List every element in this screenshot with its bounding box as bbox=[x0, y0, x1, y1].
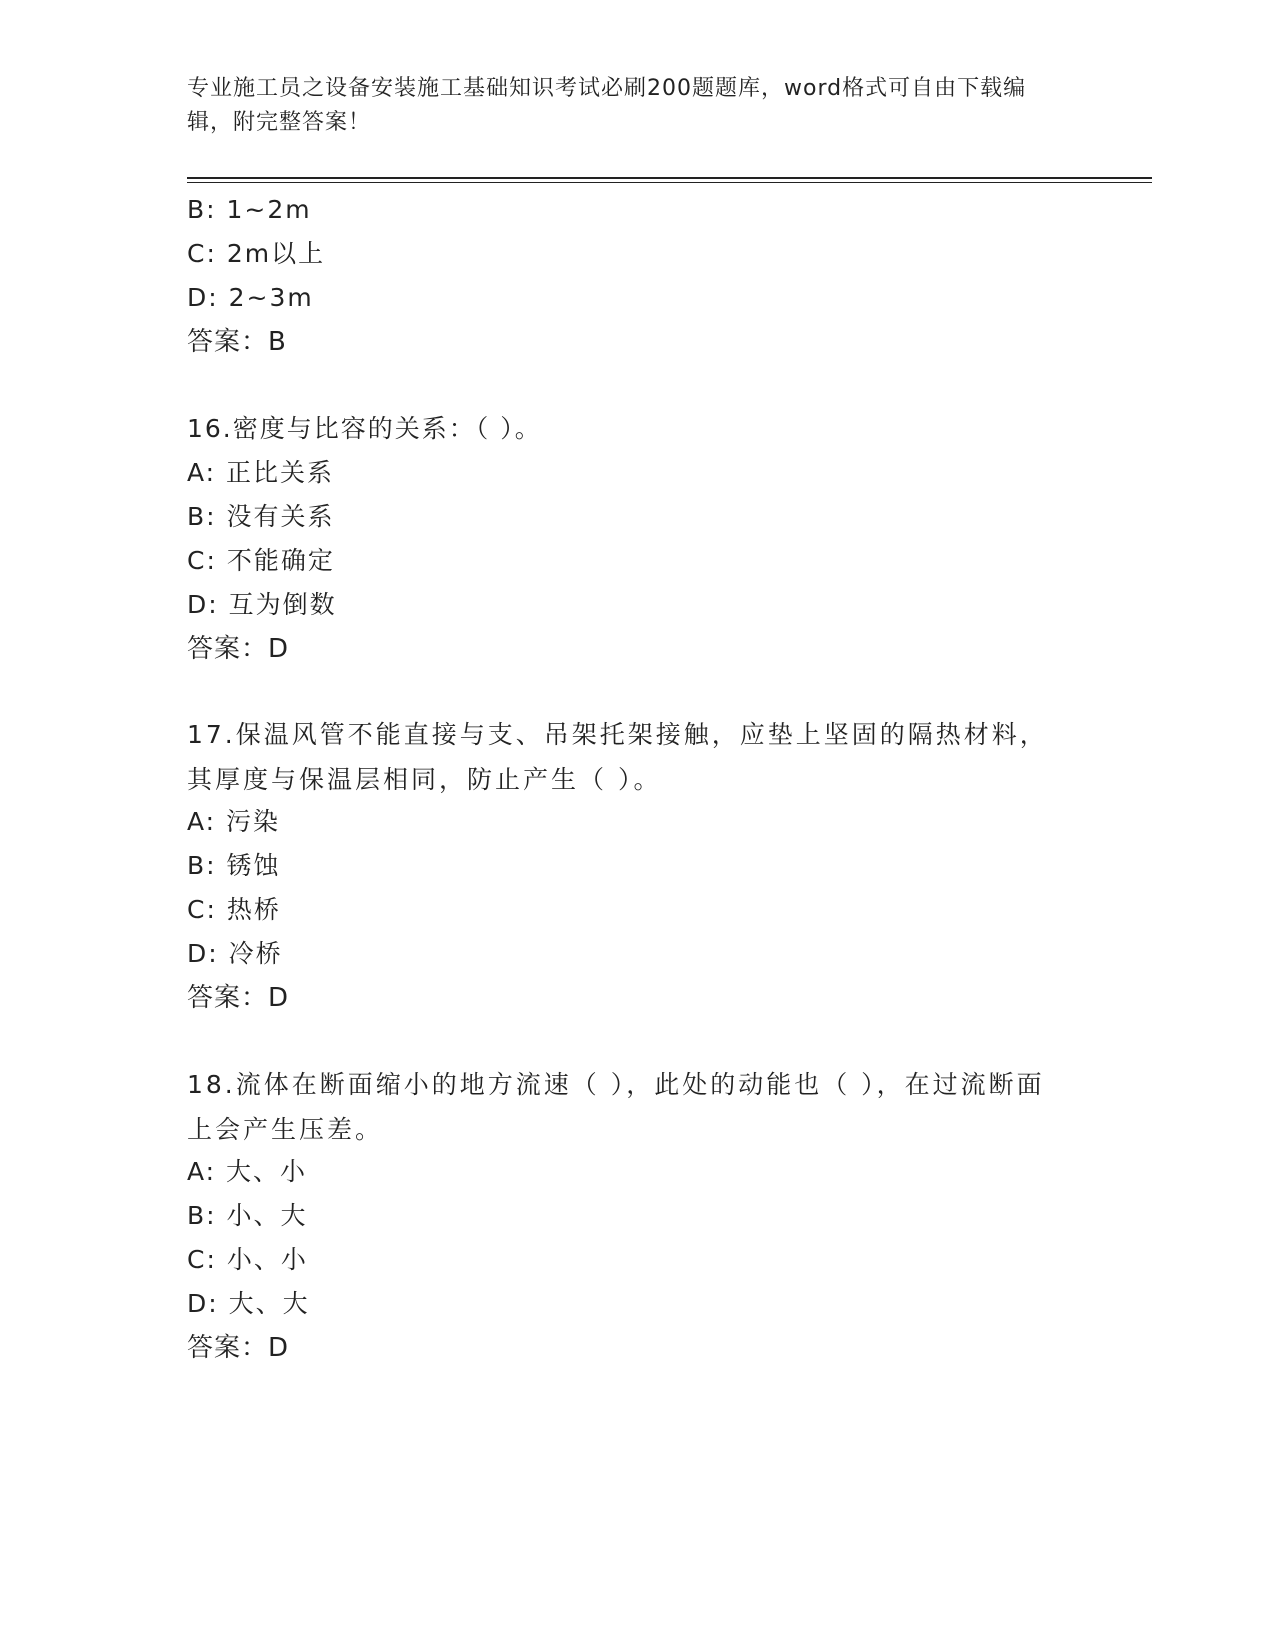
option-b: B: 没有关系 bbox=[187, 502, 335, 531]
header-divider-thin bbox=[187, 182, 1152, 183]
header-divider bbox=[187, 177, 1152, 179]
option-d: D: 大、大 bbox=[187, 1289, 310, 1318]
option-b: B: 锈蚀 bbox=[187, 851, 281, 880]
answer: 答案：D bbox=[187, 1333, 290, 1363]
answer: 答案：D bbox=[187, 983, 290, 1013]
option-a: A: 污染 bbox=[187, 807, 281, 836]
option-c: C: 2m以上 bbox=[187, 239, 326, 268]
question-17-text: 17.保温风管不能直接与支、吊架托架接触，应垫上坚固的隔热材料，其厚度与保温层相同，防止产生（ ）。 bbox=[187, 720, 1048, 794]
option-c: C: 小、小 bbox=[187, 1245, 308, 1274]
option-c: C: 热桥 bbox=[187, 895, 281, 924]
option-d: D: 互为倒数 bbox=[187, 590, 337, 619]
answer: 答案：D bbox=[187, 634, 290, 664]
option-b: B: 1~2m bbox=[187, 195, 312, 224]
answer: 答案：B bbox=[187, 327, 287, 357]
option-d: D: 冷桥 bbox=[187, 939, 283, 968]
option-a: A: 正比关系 bbox=[187, 458, 335, 487]
option-d: D: 2~3m bbox=[187, 283, 314, 312]
document-header: 专业施工员之设备安装施工基础知识考试必刷200题题库，word格式可自由下载编辑，附完整答案！ bbox=[187, 76, 1027, 135]
option-b: B: 小、大 bbox=[187, 1201, 308, 1230]
question-16-text: 16.密度与比容的关系：（ ）。 bbox=[187, 414, 542, 443]
question-18-text: 18.流体在断面缩小的地方流速（ ），此处的动能也（ ），在过流断面上会产生压差。 bbox=[187, 1070, 1045, 1144]
option-a: A: 大、小 bbox=[187, 1157, 308, 1186]
option-c: C: 不能确定 bbox=[187, 546, 335, 575]
